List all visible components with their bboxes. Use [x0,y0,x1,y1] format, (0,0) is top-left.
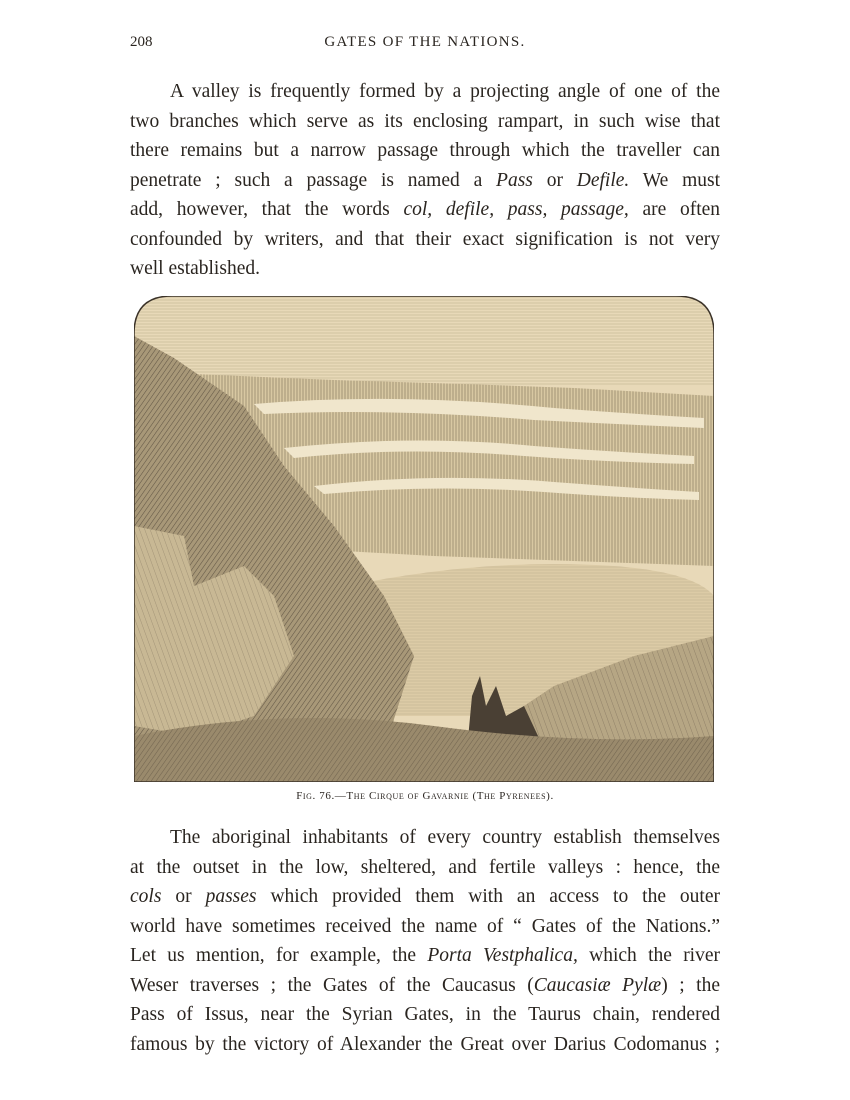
term-col: col, [403,199,433,220]
text-line: penetrate ; such a passage is named a Pass or Defile. We must [130,169,720,191]
page-number: 208 [130,34,153,50]
text-line: well established. [130,258,260,279]
term-pass: Pass [496,169,533,191]
text-line: A valley is frequently formed by a projecting angle of one of the [170,81,720,102]
engraving-cirque-of-gavarnie [134,296,714,782]
text-line: The aboriginal inhabitants of every country establish themselves [170,827,720,848]
text-line: famous by the victory of Alexander the Great over Darius Codomanus ; [130,1033,720,1055]
term-passage: passage, [561,199,629,220]
text-line: Let us mention, for example, the Porta Vestphalica, which the river [130,945,721,966]
figure-caption [130,790,720,802]
term-caucasiae-pylae: Caucasiæ Pylæ [533,974,662,996]
text-line: there remains but a narrow passage through which the traveller can [130,140,720,161]
figure-number: Fig. 76.— [296,790,347,802]
text-line: world have sometimes received the name of “ Gates of the Nations.” [130,915,720,937]
term-pass-lower: pass, [507,199,548,220]
term-defile: Defile. [576,169,630,191]
running-title: GATES OF THE NATIONS. [324,34,526,50]
page-header [130,34,720,58]
text-line: cols or passes which provided them with an access to the outer [130,886,720,907]
text-line: at the outset in the low, sheltered, and fertile valleys : hence, the [130,856,720,878]
paragraph-gates [130,823,720,1059]
paragraph-valley [130,77,720,284]
text-line: Weser traverses ; the Gates of the Caucasus (Caucasiæ Pylæ) ; the [130,974,721,996]
figure-title: The Cirque of Gavarnie (The Pyrenees). [346,790,554,802]
term-porta-vestphalica: Porta Vestphalica, [427,945,578,966]
term-cols: cols [130,886,162,907]
term-defile-lower: defile, [445,199,495,220]
text-line: add, however, that the words col, defile, pass, passage, are often [130,199,721,220]
text-line: confounded by writers, and that their exact signification is not very [130,228,720,250]
text-line: two branches which serve as its enclosing rampart, in such wise that [130,110,720,132]
term-passes: passes [205,886,257,907]
text-line: Pass of Issus, near the Syrian Gates, in the Taurus chain, rendered [130,1004,720,1025]
